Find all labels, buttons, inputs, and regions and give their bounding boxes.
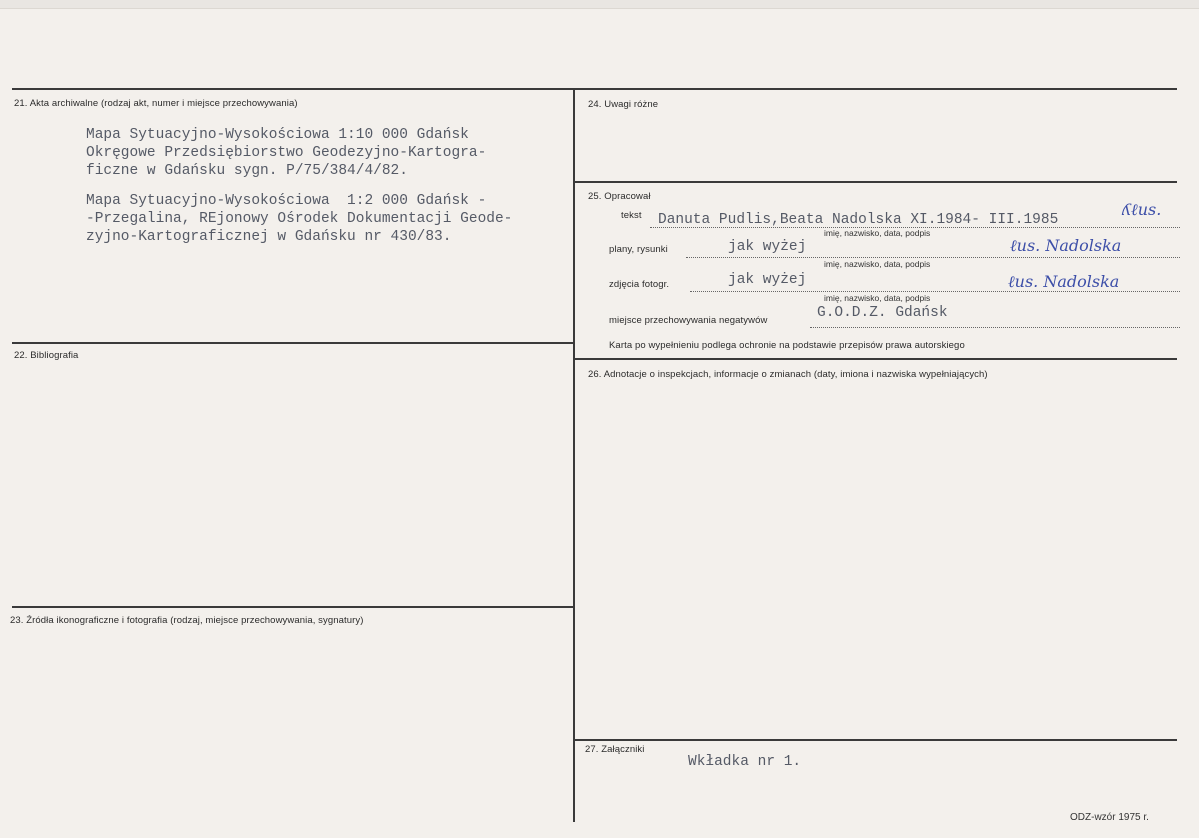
zdjecia-value: jak wyżej xyxy=(728,272,807,288)
section-21-label: 21. Akta archiwalne (rodzaj akt, numer i miejsce przechowywania) xyxy=(14,98,298,109)
tekst-value: Danuta Pudlis,Beata Nadolska XI.1984- III.1985 xyxy=(658,212,1059,228)
zdjecia-hint: imię, nazwisko, data, podpis xyxy=(824,293,931,303)
miejsce-line xyxy=(810,327,1180,328)
plany-label: plany, rysunki xyxy=(609,244,668,255)
top-edge-strip xyxy=(0,0,1199,9)
section-27-label: 27. Załączniki xyxy=(585,744,645,755)
tekst-hint: imię, nazwisko, data, podpis xyxy=(824,228,931,238)
plany-hint: imię, nazwisko, data, podpis xyxy=(824,259,931,269)
form-template-id: ODZ-wzór 1975 r. xyxy=(1070,812,1149,823)
plany-value: jak wyżej xyxy=(728,239,807,255)
miejsce-label: miejsce przechowywania negatywów xyxy=(609,315,768,326)
tekst-label: tekst xyxy=(621,210,642,221)
rule-24-25 xyxy=(575,181,1177,183)
section-27-value: Wkładka nr 1. xyxy=(688,754,802,770)
plany-signature: ℓus. Nadolska xyxy=(1010,236,1122,255)
top-rule xyxy=(12,88,1177,90)
rule-21-22 xyxy=(12,342,575,344)
zdjecia-label: zdjęcia fotogr. xyxy=(609,279,670,290)
zdjecia-signature: ℓus. Nadolska xyxy=(1008,272,1120,291)
copyright-note: Karta po wypełnieniu podlega ochronie na podstawie przepisów prawa autorskiego xyxy=(609,340,965,351)
section-21-entry-1: Mapa Sytuacyjno-Wysokościowa 1:10 000 Gdańsk Okręgowe Przedsiębiorstwo Geodezyjno-Kartogra- ficzne w Gdańsku sygn. P/75/384/4/82. xyxy=(86,127,487,179)
section-21-entry-2: Mapa Sytuacyjno-Wysokościowa 1:2 000 Gdańsk - -Przegalina, REjonowy Ośrodek Dokumentacji Geode- zyjno-Kartograficznej w Gdańsku nr 430/83. xyxy=(86,193,513,245)
plany-line xyxy=(686,257,1180,258)
section-26-label: 26. Adnotacje o inspekcjach, informacje o zmianach (daty, imiona i nazwiska wypełniających) xyxy=(588,369,988,380)
section-24-label: 24. Uwagi różne xyxy=(588,99,659,110)
center-divider xyxy=(573,88,575,822)
rule-25-26 xyxy=(575,358,1177,360)
section-25-label: 25. Opracował xyxy=(588,191,651,202)
rule-26-27 xyxy=(575,739,1177,741)
rule-22-23 xyxy=(12,606,575,608)
tekst-signature: ʎℓus. xyxy=(1122,200,1162,219)
miejsce-value: G.O.D.Z. Gdańsk xyxy=(817,305,948,321)
section-22-label: 22. Bibliografia xyxy=(14,350,79,361)
section-23-label: 23. Źródła ikonograficzne i fotografia (rodzaj, miejsce przechowywania, sygnatury) xyxy=(10,615,364,626)
